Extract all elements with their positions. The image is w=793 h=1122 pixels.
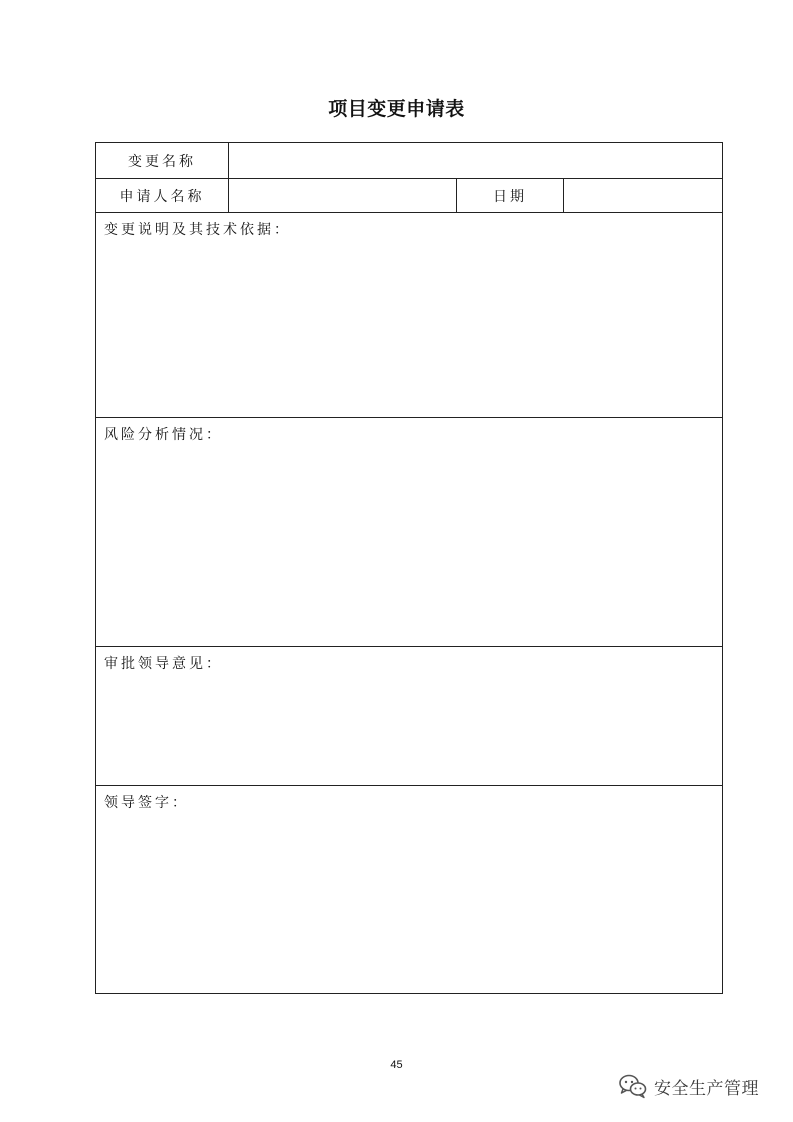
description-label: 变更说明及其技术依据：: [104, 222, 291, 238]
page-number: 45: [390, 1059, 403, 1071]
change-name-field[interactable]: [228, 143, 722, 178]
date-field[interactable]: [563, 179, 722, 212]
change-request-form: [95, 142, 723, 994]
applicant-field[interactable]: [228, 179, 456, 212]
change-name-row: [96, 143, 722, 178]
signature-section[interactable]: [96, 785, 722, 993]
wechat-icon: [618, 1073, 648, 1099]
watermark-text: 安全生产管理: [654, 1078, 759, 1099]
date-label: 日期: [456, 179, 563, 212]
page-title: 项目变更申请表: [328, 98, 465, 120]
applicant-row: [96, 178, 722, 212]
approval-label: 审批领导意见：: [104, 656, 223, 672]
description-section[interactable]: [96, 212, 722, 417]
signature-label: 领导签字：: [104, 795, 189, 811]
risk-section[interactable]: [96, 417, 722, 646]
risk-label: 风险分析情况：: [104, 427, 223, 443]
applicant-label: 申请人名称: [119, 188, 205, 205]
approval-section[interactable]: [96, 646, 722, 785]
watermark: [618, 1073, 759, 1099]
change-name-label: 变更名称: [128, 153, 196, 170]
